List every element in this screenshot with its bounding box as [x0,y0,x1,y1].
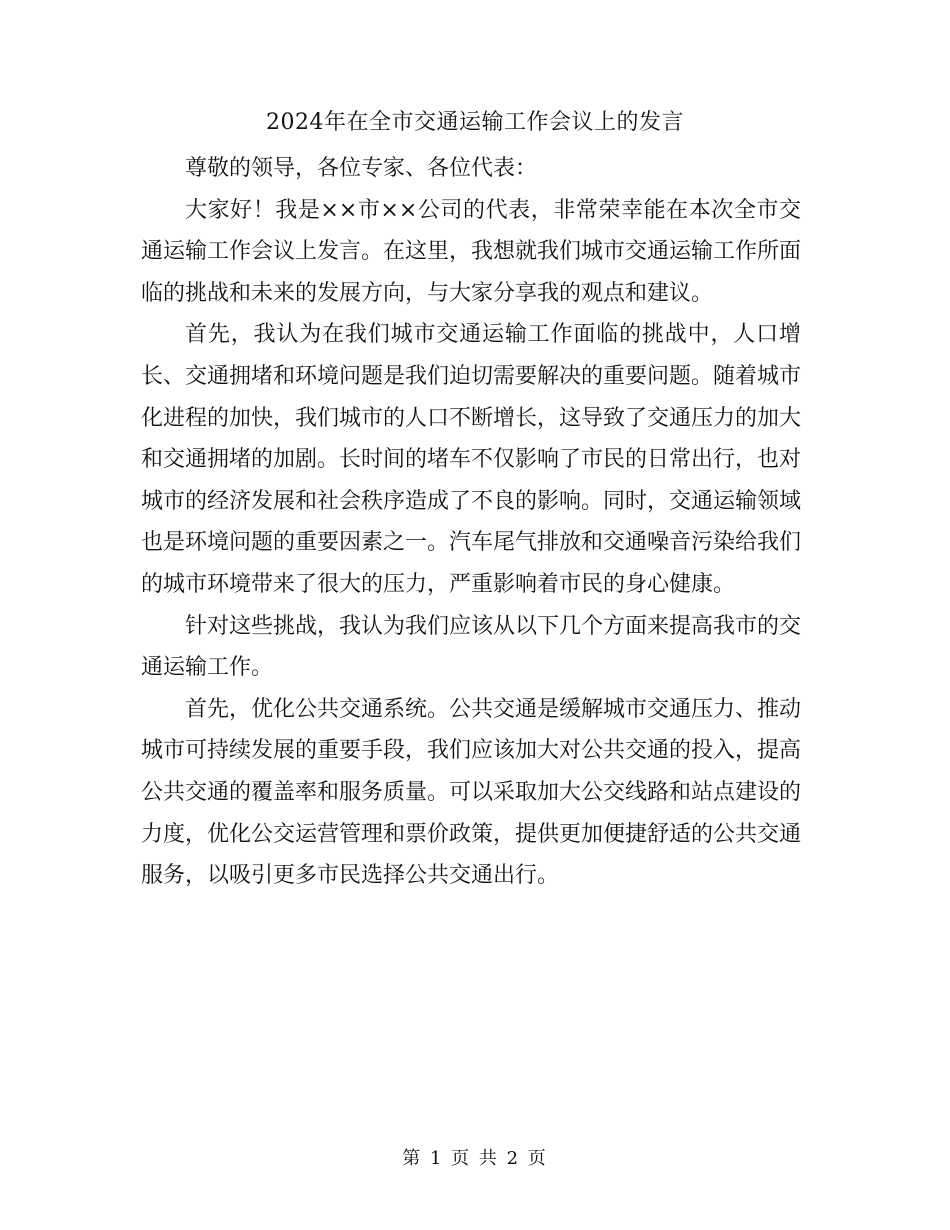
paragraph: 大家好！我是××市××公司的代表，非常荣幸能在本次全市交通运输工作会议上发言。在这里，我想就我们城市交通运输工作所面临的挑战和未来的发展方向，与大家分享我的观点和建议。 [141,197,802,306]
document-body [141,148,801,897]
paragraph: 首先，优化公共交通系统。公共交通是缓解城市交通压力、推动城市可持续发展的重要手段，我们应该加大对公共交通的投入，提高公共交通的覆盖率和服务质量。可以采取加大公交线路和站点建设的力度，优化公交运营管理和票价政策，提供更加便捷舒适的公共交通服务，以吸引更多市民选择公共交通出行。 [141,696,802,889]
page-title: 2024年在全市交通运输工作会议上的发言 [266,110,684,135]
paragraph: 首先，我认为在我们城市交通运输工作面临的挑战中，人口增长、交通拥堵和环境问题是我们迫切需要解决的重要问题。随着城市化进程的加快，我们城市的人口不断增长，这导致了交通压力的加大和交通拥堵的加剧。长时间的堵车不仅影响了市民的日常出行，也对城市的经济发展和社会秩序造成了不良的影响。同时，交通运输领域也是环境问题的重要因素之一。汽车尾气排放和交通噪音污染给我们的城市环境带来了很大的压力，严重影响着市民的身心健康。 [141,322,802,597]
paragraph: 针对这些挑战，我认为我们应该从以下几个方面来提高我市的交通运输工作。 [141,613,802,681]
salutation: 尊敬的领导，各位专家、各位代表： [185,156,538,181]
page-number-footer: 第 1 页 共 2 页 [402,1148,548,1169]
